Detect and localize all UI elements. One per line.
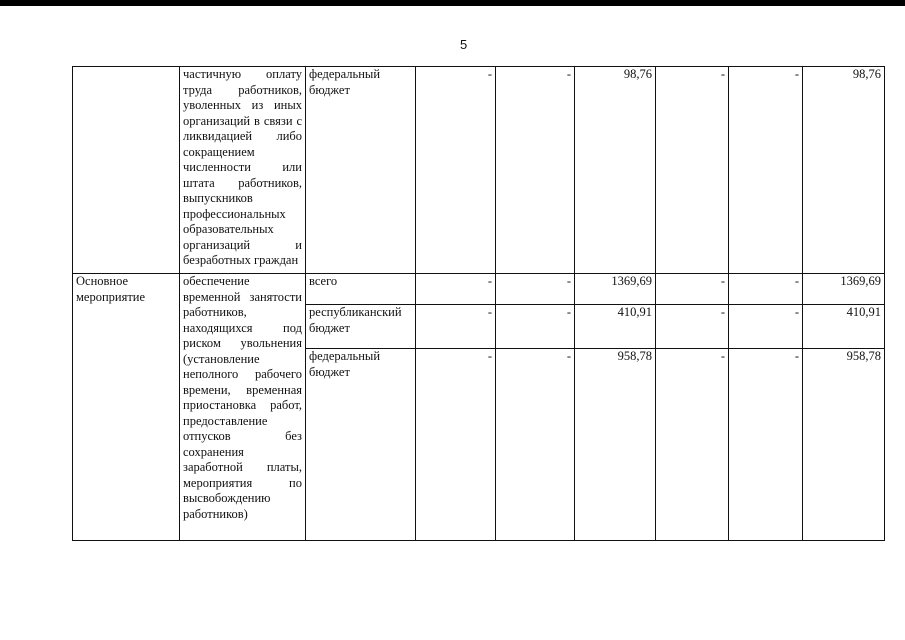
value-cell: - — [656, 67, 729, 274]
value-cell: - — [416, 305, 496, 349]
value-cell: 958,78 — [575, 349, 656, 541]
value-cell: - — [729, 274, 803, 305]
table-row — [73, 274, 885, 305]
value-cell: - — [496, 305, 575, 349]
page-number: 5 — [460, 37, 468, 52]
value-cell: - — [496, 274, 575, 305]
value-cell: - — [729, 305, 803, 349]
value-cell: - — [416, 349, 496, 541]
budget-table — [72, 66, 885, 541]
value-cell: 1369,69 — [575, 274, 656, 305]
value-cell: - — [656, 305, 729, 349]
description-cell: частичную оплату труда работников, уволенных из иных организаций в связи с ликвидацией либо сокращением численности или штата работников, выпускников профессиональных образовательных организаций и безработных граждан — [180, 67, 306, 274]
event-cell: Основное мероприятие — [73, 274, 180, 541]
source-cell: республиканский бюджет — [306, 305, 416, 349]
event-cell — [73, 67, 180, 274]
value-cell: 98,76 — [803, 67, 885, 274]
value-cell: - — [496, 67, 575, 274]
value-cell: - — [656, 349, 729, 541]
value-cell: - — [496, 349, 575, 541]
table-row — [73, 67, 885, 274]
value-cell: 958,78 — [803, 349, 885, 541]
source-cell: федеральный бюджет — [306, 67, 416, 274]
source-cell: всего — [306, 274, 416, 305]
source-cell: федеральный бюджет — [306, 349, 416, 541]
value-cell: 98,76 — [575, 67, 656, 274]
scan-top-border — [0, 0, 905, 6]
value-cell: - — [729, 67, 803, 274]
value-cell: 410,91 — [575, 305, 656, 349]
value-cell: 1369,69 — [803, 274, 885, 305]
value-cell: 410,91 — [803, 305, 885, 349]
value-cell: - — [729, 349, 803, 541]
description-cell: обеспечение временной занятости работников, находящихся под риском увольнения (установление неполного рабочего времени, временная приостановка работ, предоставление отпусков без сохранения заработной платы, мероприятия по высвобождению работников) — [180, 274, 306, 541]
value-cell: - — [416, 274, 496, 305]
value-cell: - — [416, 67, 496, 274]
value-cell: - — [656, 274, 729, 305]
